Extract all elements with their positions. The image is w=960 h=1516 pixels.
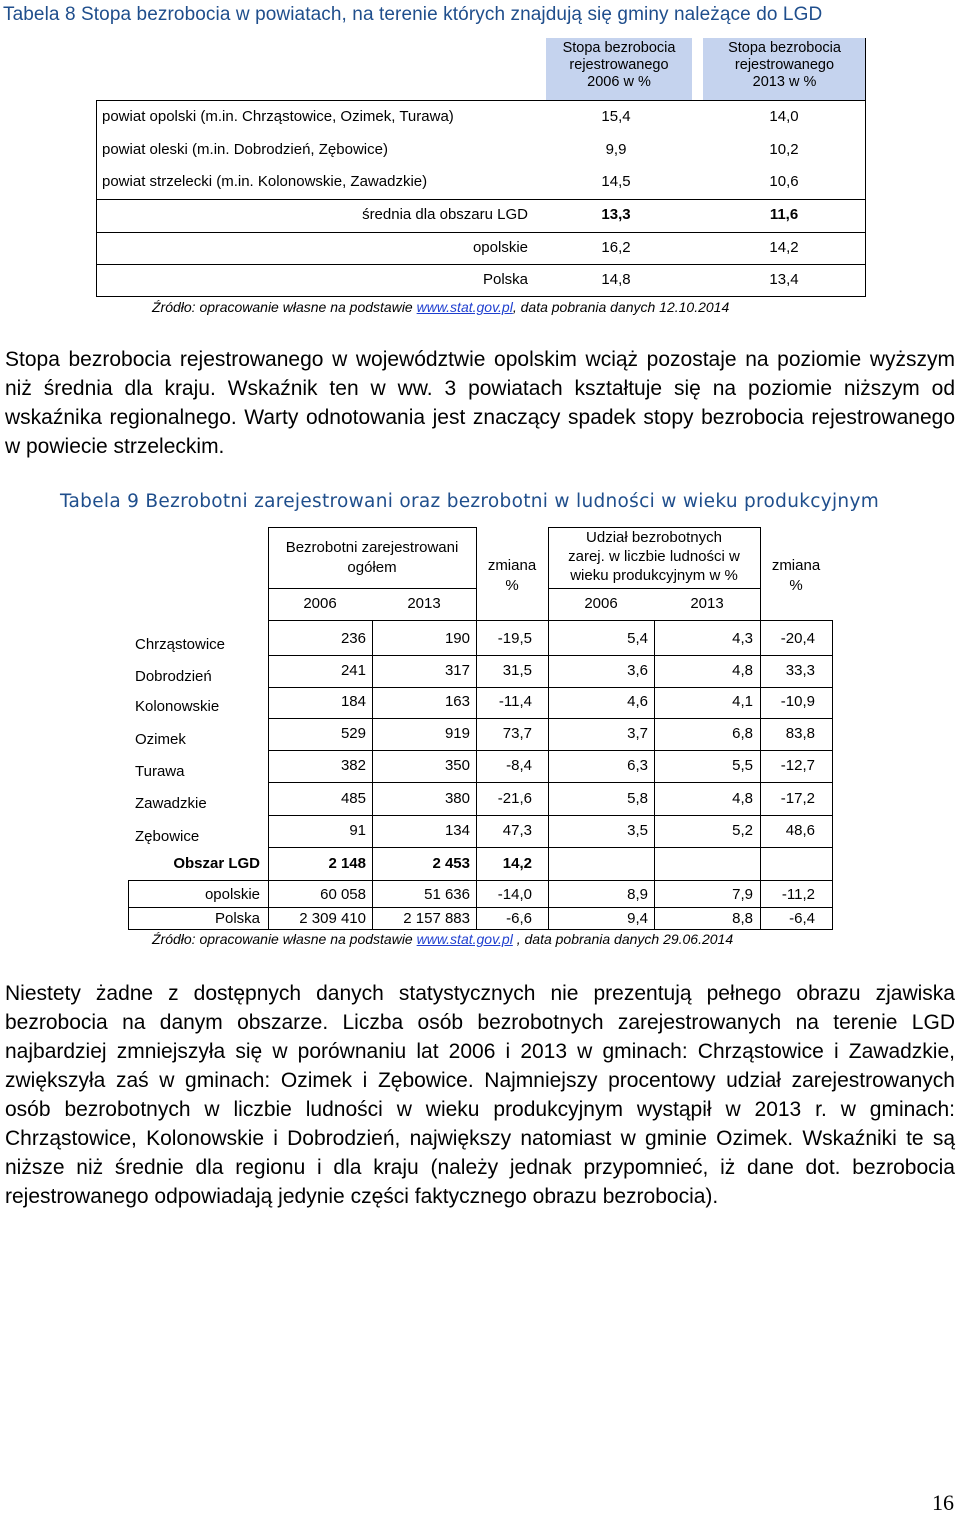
t9-hline <box>548 527 549 621</box>
t8-bottom-border <box>96 296 866 297</box>
t9-source <box>152 931 733 947</box>
t8-row-2013: 11,6 <box>769 206 799 223</box>
t8-h2006-line3: 2006 w % <box>587 74 651 90</box>
t9-cell-s2013: 4,3 <box>732 630 753 647</box>
t9-h-change-1 <box>476 556 548 596</box>
t9-h-year-2013b: 2013 <box>690 595 724 612</box>
t9-cell-s2013: 5,5 <box>732 757 753 774</box>
t8-header-2006 <box>546 38 692 100</box>
t8-h2006-line1: Stopa bezrobocia <box>562 40 676 56</box>
t9-cell-r2013: 51 636 <box>424 886 470 903</box>
t9-cell-rch: 47,3 <box>502 822 532 839</box>
t9-row-name-lgd: Obszar LGD <box>173 855 260 872</box>
t9-cell-r2006: 529 <box>340 725 366 742</box>
t9-grid-line <box>372 620 373 930</box>
t9-cell-s2013: 4,1 <box>732 693 753 710</box>
t9-row-name: Zębowice <box>135 828 200 845</box>
t9-grid-line <box>268 847 832 848</box>
table9-caption: Tabela 9 Bezrobotni zarejestrowani oraz bezrobotni w ludności w wieku produkcyjnym <box>60 491 880 512</box>
t9-cell-s2006: 8,9 <box>627 886 648 903</box>
t8-top-border <box>96 100 866 101</box>
t8-row-label: średnia dla obszaru LGD <box>362 206 528 223</box>
paragraph-1: Stopa bezrobocia rejestrowanego w województwie opolskim wciąż pozostaje na poziomie wyższym niż średnia dla kraju. Wskaźnik ten w ww. 3 powiatach kształtuje się na poziomie niższym od wskaźnika regionalnego. Warty odnotowania jest znaczący spadek stopy bezrobocia rejestrowanego w powiecie strzeleckim. <box>5 348 955 458</box>
t9-h-share-line3: wieku produkcyjnym w % <box>570 567 738 584</box>
t9-cell-s2006: 3,7 <box>627 725 648 742</box>
t9-source-link[interactable]: www.stat.gov.pl <box>416 931 513 947</box>
t8-row-2006: 14,5 <box>601 173 631 190</box>
t9-grid-line <box>268 655 832 656</box>
t9-cell-rch: -14,0 <box>497 886 532 903</box>
t9-cell-r2013: 919 <box>444 725 470 742</box>
t9-cell-r2013: 380 <box>444 790 470 807</box>
t9-grid-line <box>268 750 832 751</box>
t8-row-label: powiat opolski (m.in. Chrząstowice, Ozimek, Turawa) <box>102 108 454 125</box>
t9-cell-rch: 14,2 <box>502 855 532 872</box>
t8-row-2013: 10,2 <box>769 141 799 158</box>
t8-row-2013: 13,4 <box>769 271 799 288</box>
t8-row-2013: 14,2 <box>769 239 799 256</box>
t8-right-border <box>865 38 866 297</box>
t9-cell-r2006: 60 058 <box>320 886 366 903</box>
t8-source-suffix: , data pobrania danych 12.10.2014 <box>512 299 730 315</box>
t9-grid-line <box>654 620 655 930</box>
t9-cell-r2013: 2 453 <box>432 855 470 872</box>
t9-hline <box>476 527 477 621</box>
t8-row-2006: 9,9 <box>605 141 627 158</box>
t8-h2006-line2: rejestrowanego <box>569 57 669 73</box>
t9-cell-s2006: 5,4 <box>627 630 648 647</box>
t9-h-year-2006: 2006 <box>303 595 337 612</box>
t8-row-lgd <box>96 200 865 231</box>
t9-hline <box>548 588 760 589</box>
t9-row-name: Ozimek <box>135 731 186 748</box>
page-number: 16 <box>932 1490 954 1515</box>
t9-cell-r2013: 163 <box>444 693 470 710</box>
t9-cell-r2013: 317 <box>444 662 470 679</box>
t8-row <box>96 102 865 133</box>
t9-hline <box>268 527 476 528</box>
t8-h2013-line3: 2013 w % <box>752 74 817 90</box>
t9-grid-line <box>268 782 832 783</box>
t9-cell-r2006: 236 <box>340 630 366 647</box>
t9-hline <box>268 588 476 589</box>
t9-cell-rch: -19,5 <box>497 630 532 647</box>
t9-cell-r2006: 2 309 410 <box>299 910 366 927</box>
t9-cell-rch: -6,6 <box>506 910 532 927</box>
t8-row-2013: 10,6 <box>769 173 799 190</box>
t9-cell-s2006: 5,8 <box>627 790 648 807</box>
t9-h-registered-line1: Bezrobotni zarejestrowani <box>285 539 459 556</box>
t9-h-change-line1: zmiana <box>487 557 537 574</box>
t8-row-2006: 16,2 <box>601 239 631 256</box>
t9-source-prefix: Źródło: opracowanie własne na podstawie <box>152 931 417 947</box>
t9-cell-r2006: 382 <box>340 757 366 774</box>
t9-cell-sch: 33,3 <box>785 662 815 679</box>
t9-grid-line <box>128 880 832 881</box>
t8-source-prefix: Źródło: opracowanie własne na podstawie <box>152 299 417 315</box>
t8-row-label: powiat strzelecki (m.in. Kolonowskie, Zawadzkie) <box>102 173 428 190</box>
t9-cell-r2006: 184 <box>340 693 366 710</box>
t9-cell-r2006: 241 <box>340 662 366 679</box>
t9-cell-r2013: 134 <box>444 822 470 839</box>
t9-row-name: Zawadzkie <box>135 795 207 812</box>
t9-grid-line <box>128 929 832 930</box>
t9-source-suffix: , data pobrania danych 29.06.2014 <box>512 931 734 947</box>
t9-cell-r2013: 2 157 883 <box>403 910 470 927</box>
t9-grid-line <box>268 620 269 930</box>
t8-row-opolskie <box>96 233 865 264</box>
t9-cell-sch: -6,4 <box>789 910 815 927</box>
t9-grid-line <box>476 620 477 930</box>
t9-cell-r2006: 91 <box>349 822 366 839</box>
t9-cell-s2013: 6,8 <box>732 725 753 742</box>
t9-cell-sch: 83,8 <box>785 725 815 742</box>
t9-h-change-line2: % <box>789 577 803 594</box>
t9-h-change-line1: zmiana <box>771 557 821 574</box>
t9-cell-s2013: 4,8 <box>732 790 753 807</box>
t8-row-label: powiat oleski (m.in. Dobrodzień, Zębowice) <box>102 141 388 158</box>
t9-cell-sch: -12,7 <box>780 757 815 774</box>
t9-hline <box>760 527 761 621</box>
t9-grid-line <box>268 815 832 816</box>
t9-row-name-polska: Polska <box>214 910 260 927</box>
t9-cell-s2013: 5,2 <box>732 822 753 839</box>
t9-cell-rch: -11,4 <box>498 693 532 710</box>
t9-cell-r2006: 2 148 <box>328 855 366 872</box>
t9-cell-r2006: 485 <box>340 790 366 807</box>
t9-grid-line <box>760 620 761 930</box>
t9-cell-rch: 73,7 <box>502 725 532 742</box>
t8-h2013-line1: Stopa bezrobocia <box>728 40 841 56</box>
t8-h2013-line2: rejestrowanego <box>734 57 835 73</box>
paragraph-2: Niestety żadne z dostępnych danych statystycznych nie prezentują pełnego obrazu zjawiska bezrobocia na danym obszarze. Liczba osób bezrobotnych zarejestrowanych na terenie LGD najbardziej zmniejszyła się w porównaniu lat 2006 i 2013 w gminach: Chrząstowice i Zawadzkie, zwiększyła zaś w gminach: Ozimek i Zębowice. Najmniejszy procentowy udział zarejestrowanych osób bezrobotnych w liczbie ludności w wieku produkcyjnym wystąpił w 2013 r. w gminach: Chrząstowice, Kolonowskie i Dobrodzień, największy natomiast w gminie Ozimek. Wskaźniki te są niższe niż średnie dla regionu i dla kraju (należy jednak przypomnieć, iż dane dot. bezrobocia rejestrowanego odpowiadają jedynie części faktycznego obrazu bezrobocia). <box>5 982 955 1208</box>
t9-cell-sch: -11,2 <box>781 886 815 903</box>
t8-row-2006: 15,4 <box>601 108 631 125</box>
t9-grid-line <box>832 620 833 930</box>
t9-h-share <box>548 528 760 585</box>
t8-row-polska <box>96 265 865 296</box>
t9-cell-sch: -20,4 <box>780 630 815 647</box>
t9-cell-s2006: 4,6 <box>627 693 648 710</box>
t9-grid-line <box>128 880 129 930</box>
t9-cell-rch: -21,6 <box>497 790 532 807</box>
t8-row-label: Polska <box>482 271 528 288</box>
t9-cell-s2006: 6,3 <box>627 757 648 774</box>
t9-grid-line <box>268 687 832 688</box>
t9-cell-sch: 48,6 <box>785 822 815 839</box>
t9-row-name: Chrząstowice <box>135 636 226 653</box>
t9-cell-r2013: 350 <box>444 757 470 774</box>
t9-h-share-line1: Udział bezrobotnych <box>586 529 722 546</box>
t8-row-2006: 13,3 <box>601 206 631 223</box>
t9-cell-s2013: 8,8 <box>732 910 753 927</box>
table8-caption: Tabela 8 Stopa bezrobocia w powiatach, na terenie których znajdują się gminy należące do LGD <box>3 4 823 25</box>
t9-h-share-line2: zarej. w liczbie ludności w <box>568 548 740 565</box>
t9-row-name: Dobrodzień <box>135 668 212 685</box>
t9-row-name: Kolonowskie <box>135 698 220 715</box>
t8-row <box>96 167 865 198</box>
t9-cell-sch: -17,2 <box>780 790 815 807</box>
t9-h-change-2 <box>760 556 832 596</box>
t9-h-year-2006b: 2006 <box>584 595 618 612</box>
t9-row-name-opolskie: opolskie <box>204 886 260 903</box>
t9-h-registered-line2: ogółem <box>347 559 397 576</box>
t9-cell-sch: -10,9 <box>780 693 815 710</box>
t9-grid-line <box>268 718 832 719</box>
t9-h-year-2013: 2013 <box>407 595 441 612</box>
t9-grid-line <box>128 907 832 908</box>
t9-cell-s2006: 3,5 <box>627 822 648 839</box>
t9-cell-s2006: 9,4 <box>627 910 648 927</box>
t9-cell-s2013: 7,9 <box>732 886 753 903</box>
t9-h-change-line2: % <box>505 577 519 594</box>
t9-cell-s2006: 3,6 <box>627 662 648 679</box>
t9-grid-line <box>548 620 549 930</box>
t9-hline <box>548 527 760 528</box>
t9-cell-s2013: 4,8 <box>732 662 753 679</box>
t9-h-registered <box>268 538 476 578</box>
t8-row-2006: 14,8 <box>601 271 631 288</box>
t8-header-2013 <box>703 38 866 100</box>
t8-source-link[interactable]: www.stat.gov.pl <box>416 299 513 315</box>
t8-row <box>96 135 865 166</box>
t8-row-2013: 14,0 <box>769 108 799 125</box>
t9-cell-rch: -8,4 <box>506 757 532 774</box>
t9-cell-r2013: 190 <box>444 630 470 647</box>
t8-source <box>152 299 729 315</box>
t9-row-name: Turawa <box>135 763 185 780</box>
t8-row-label: opolskie <box>472 239 528 256</box>
t9-hline <box>268 527 269 621</box>
t9-hline <box>268 620 832 621</box>
t9-cell-rch: 31,5 <box>502 662 532 679</box>
